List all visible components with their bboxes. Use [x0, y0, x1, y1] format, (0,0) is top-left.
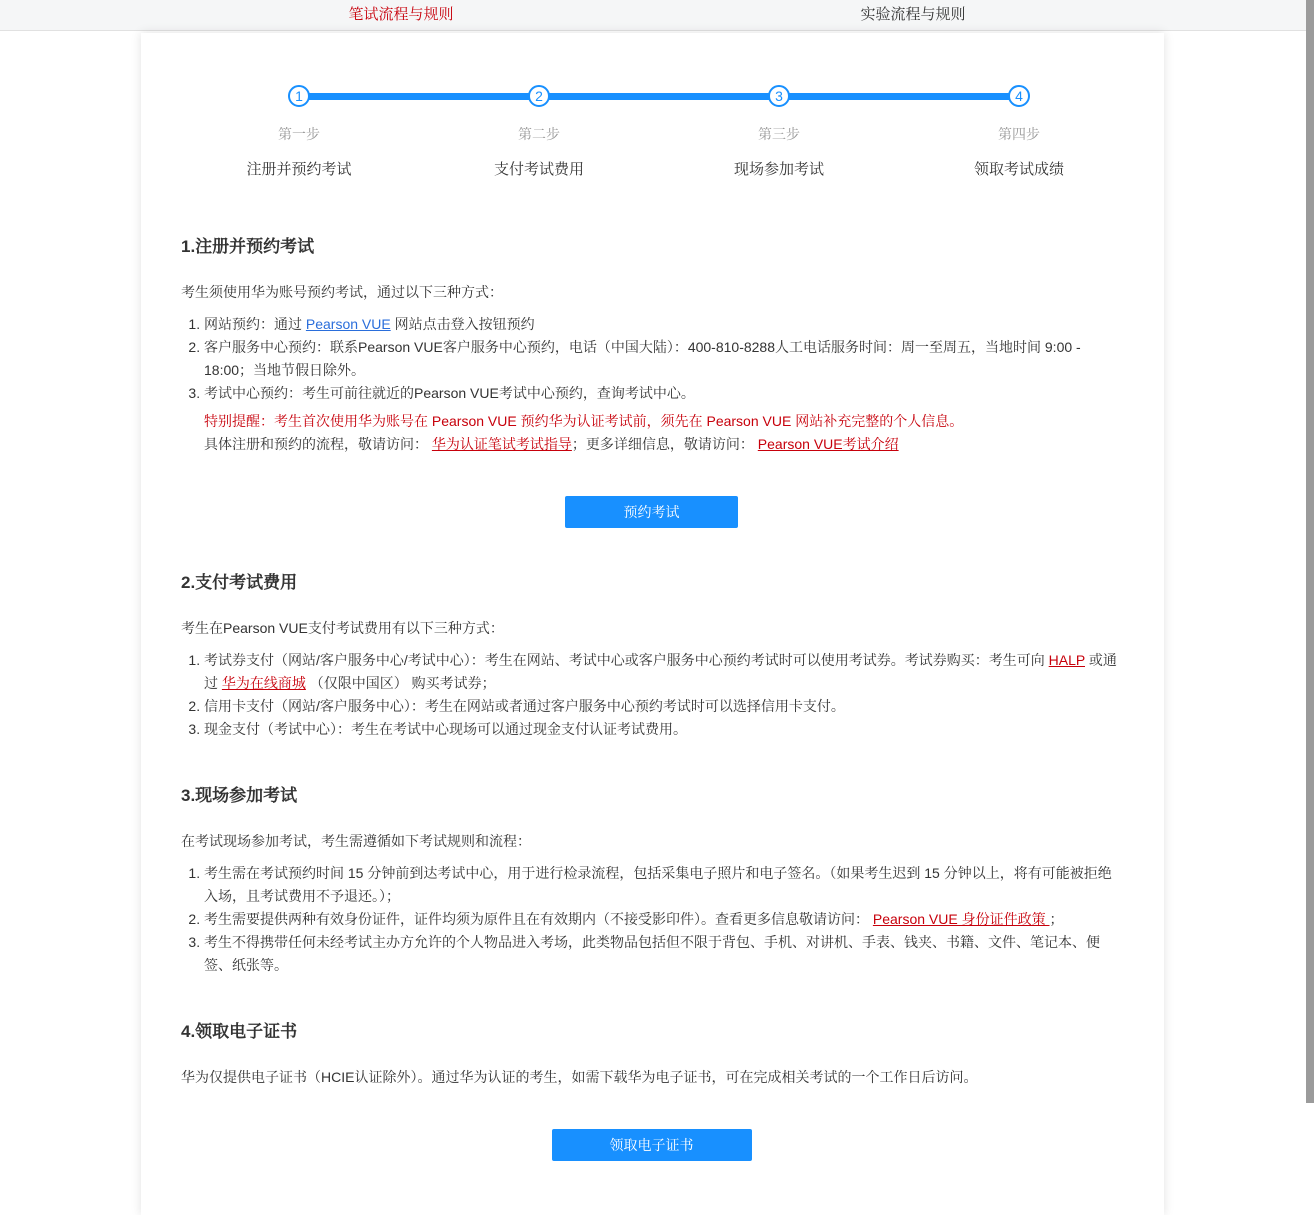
inline-link[interactable]: Pearson VUE 身份证件政策: [872, 911, 1050, 927]
step-3: [659, 85, 899, 179]
step-1-label: 第一步: [278, 126, 320, 142]
list-item: [204, 718, 1122, 741]
inline-link[interactable]: Pearson VUE: [305, 316, 391, 332]
step-3-circle: 3: [768, 85, 790, 107]
text-segment: 网站预约：通过: [204, 316, 306, 332]
step-1-circle: 1: [288, 85, 310, 107]
section-3-heading: 3.现场参加考试: [181, 786, 298, 805]
section-2-list: [181, 649, 1122, 741]
section-1-heading: 1.注册并预约考试: [181, 237, 315, 256]
content-card: [141, 33, 1164, 1215]
step-4-name: 领取考试成绩: [973, 161, 1064, 178]
text-segment: 或通过: [204, 652, 1117, 691]
list-item: [204, 336, 1122, 382]
list-item: [204, 382, 1122, 405]
text-segment: 考生需在考试预约时间 15 分钟前到达考试中心，用于进行检录流程，包括采集电子照片和电子签名。（如果考生迟到 15 分钟以上，将有可能被拒绝入场，且考试费用不予退还。）；: [204, 865, 1112, 904]
main-content: [141, 232, 1164, 1215]
step-1: [179, 85, 419, 179]
text-segment: 具体注册和预约的流程，敬请访问：: [204, 436, 432, 452]
registration-guide-note: [204, 433, 1122, 456]
special-reminder-note: [204, 410, 1122, 433]
text-segment: （仅限中国区） 购买考试券；: [305, 675, 496, 691]
text-segment: 网站点击登入按钮预约: [390, 316, 535, 332]
list-item: [204, 313, 1122, 336]
text-segment: 特别提醒：考生首次使用华为账号在 Pearson VUE 预约华为认证考试前，须先在 Pearson VUE 网站补充完整的个人信息。: [204, 413, 964, 429]
section-1-list: [181, 313, 1122, 405]
section-4-heading: 4.领取电子证书: [181, 1022, 298, 1041]
book-exam-button-row: [181, 496, 1122, 528]
step-2-label: 第二步: [518, 126, 560, 142]
inline-link[interactable]: 华为认证笔试考试指导: [431, 436, 572, 452]
section-2-heading: 2.支付考试费用: [181, 573, 298, 592]
get-certificate-button[interactable]: 领取电子证书: [552, 1129, 752, 1161]
section-2-intro: 考生在Pearson VUE支付考试费用有以下三种方式：: [181, 620, 504, 636]
text-segment: 考生需要提供两种有效身份证件，证件均须为原件且在有效期内（不接受影印件）。查看更多信息敬请访问：: [204, 911, 873, 927]
step-2-circle: 2: [528, 85, 550, 107]
section-1-intro: 考生须使用华为账号预约考试，通过以下三种方式：: [181, 284, 503, 300]
section-3-list: [181, 862, 1122, 977]
vertical-scrollbar[interactable]: [1306, 0, 1314, 1103]
inline-link[interactable]: HALP: [1048, 652, 1085, 668]
list-item: [204, 908, 1122, 931]
top-tab-bar: [0, 0, 1314, 31]
list-item: [204, 695, 1122, 718]
step-2: [419, 85, 659, 179]
get-certificate-button-row: [181, 1129, 1122, 1161]
page-background: [0, 33, 1314, 1215]
step-4-label: 第四步: [998, 126, 1040, 142]
step-3-label: 第三步: [758, 126, 800, 142]
exam-steps-stepper: [141, 33, 1139, 179]
text-segment: 现金支付（考试中心）：考生在考试中心现场可以通过现金支付认证考试费用。: [204, 721, 687, 737]
section-1-notes: [181, 410, 1122, 456]
text-segment: 考试券支付（网站/客户服务中心/考试中心）：考生在网站、考试中心或客户服务中心预约考试时可以使用考试券。考试券购买：考生可向: [204, 652, 1049, 668]
section-4-intro: 华为仅提供电子证书（HCIE认证除外）。通过华为认证的考生，如需下载华为电子证书，可在完成相关考试的一个工作日后访问。: [181, 1069, 978, 1085]
tab-lab-exam-rules[interactable]: 实验流程与规则: [860, 6, 966, 23]
inline-link[interactable]: Pearson VUE考试介绍: [757, 436, 899, 452]
step-4-circle: 4: [1008, 85, 1030, 107]
text-segment: 客户服务中心预约：联系Pearson VUE客户服务中心预约，电话（中国大陆）：400-810-8288人工电话服务时间：周一至周五，当地时间 9:00 - 18:00；当地节假日除外。: [204, 339, 1081, 378]
inline-link[interactable]: 华为在线商城: [221, 675, 306, 691]
list-item: [204, 862, 1122, 908]
text-segment: 信用卡支付（网站/客户服务中心）：考生在网站或者通过客户服务中心预约考试时可以选择信用卡支付。: [204, 698, 845, 714]
section-3-intro: 在考试现场参加考试，考生需遵循如下考试规则和流程：: [181, 833, 531, 849]
tab-written-exam-rules[interactable]: 笔试流程与规则: [348, 6, 454, 23]
text-segment: 考生不得携带任何未经考试主办方允许的个人物品进入考场，此类物品包括但不限于背包、手机、对讲机、手表、钱夹、书籍、文件、笔记本、便签、纸张等。: [204, 934, 1100, 973]
step-1-name: 注册并预约考试: [246, 161, 352, 178]
text-segment: 考试中心预约：考生可前往就近的Pearson VUE考试中心预约，查询考试中心。: [204, 385, 695, 401]
step-2-name: 支付考试费用: [493, 161, 584, 178]
list-item: [204, 931, 1122, 977]
text-segment: ；更多详细信息，敬请访问：: [571, 436, 758, 452]
list-item: [204, 649, 1122, 695]
step-4: [899, 85, 1139, 179]
text-segment: ；: [1049, 911, 1064, 927]
book-exam-button[interactable]: 预约考试: [565, 496, 738, 528]
step-3-name: 现场参加考试: [733, 161, 824, 178]
